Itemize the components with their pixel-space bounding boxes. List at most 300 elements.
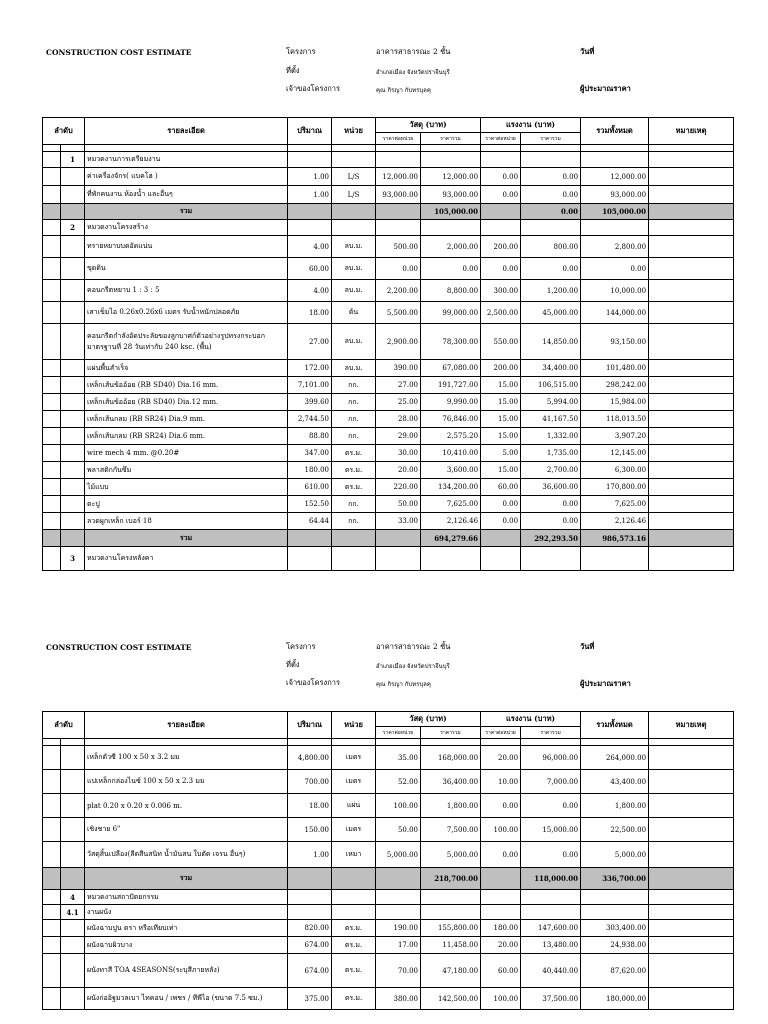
project-value: อาคารสาธารณะ 2 ชั้น <box>376 47 451 56</box>
item-labor-unit: 15.00 <box>481 394 521 411</box>
col-labor-unit-price: ราคาต่อหน่วย <box>481 133 521 145</box>
item-unit: กก. <box>332 428 376 445</box>
section-title: งานผนัง <box>85 905 288 920</box>
item-unit: เหมา <box>332 842 376 868</box>
item-total: 87,620.00 <box>581 954 649 988</box>
item-unit: กก. <box>332 377 376 394</box>
item-total: 298,242.00 <box>581 377 649 394</box>
item-desc: เหล็กตัวซี 100 x 50 x 3.2 มม <box>85 746 288 770</box>
item-desc: ค่าเครื่องจักร( แบคโฮ ) <box>85 168 288 186</box>
item-unit: ลบ.ม. <box>332 280 376 302</box>
subtotal-labor: 118,000.00 <box>521 868 581 890</box>
col-material-unit-price: ราคาต่อหน่วย <box>376 133 421 145</box>
item-desc: plat 0.20 x 0.20 x 0.006 m. <box>85 794 288 818</box>
item-material-price: 9,990.00 <box>421 394 481 411</box>
item-labor-unit: 5.00 <box>481 445 521 462</box>
item-labor-unit: 15.00 <box>481 377 521 394</box>
item-qty: 2,744.50 <box>288 411 332 428</box>
col-unit: หน่วย <box>332 712 376 739</box>
item-total: 22,500.00 <box>581 818 649 842</box>
table-row <box>43 411 734 428</box>
subtotal-label: รวม <box>85 868 288 890</box>
item-desc: เหล็กเส้นข้ออ้อย (RB SD40) Dia.12 mm. <box>85 394 288 411</box>
item-labor-price: 45,000.00 <box>521 302 581 324</box>
item-labor-price: 0.00 <box>521 258 581 280</box>
item-total: 24,938.00 <box>581 937 649 954</box>
item-desc: เสาเข็มไอ 0.26x0.26x6 เมตร รับน้ำหนักปลอดภัย <box>85 302 288 324</box>
item-material-price: 155,800.00 <box>421 920 481 937</box>
table-row <box>43 513 734 530</box>
subtotal-material: 218,700.00 <box>421 868 481 890</box>
item-labor-unit: 180.00 <box>481 920 521 937</box>
item-material-price: 2,000.00 <box>421 236 481 258</box>
table-row <box>43 445 734 462</box>
item-desc: แผ่นพื้นสำเร็จ <box>85 360 288 377</box>
col-material: วัสดุ (บาท) <box>376 118 481 133</box>
item-labor-unit: 15.00 <box>481 462 521 479</box>
item-desc <box>85 324 288 360</box>
item-desc: เหล็กเส้นกลม (RB SR24) Dia.6 mm. <box>85 428 288 445</box>
item-labor-unit: 0.00 <box>481 186 521 204</box>
item-labor-unit: 15.00 <box>481 428 521 445</box>
section-row <box>43 890 734 905</box>
col-note: หมายเหตุ <box>649 118 734 145</box>
item-desc: ผนังฉาบผิวบาง <box>85 937 288 954</box>
item-qty: 399.60 <box>288 394 332 411</box>
item-labor-price: 1,735.00 <box>521 445 581 462</box>
item-material-price: 0.00 <box>421 258 481 280</box>
item-qty: 674.00 <box>288 937 332 954</box>
table-row <box>43 377 734 394</box>
col-material-price: ราคารวม <box>421 727 481 739</box>
item-material-unit: 17.00 <box>376 937 421 954</box>
table-row <box>43 988 734 1010</box>
location-value: อำเภอเมือง จังหวัดปราจีนบุรี <box>376 69 450 76</box>
owner-label-2: เจ้าของโครงการ <box>286 678 340 687</box>
item-material-price: 2,126.46 <box>421 513 481 530</box>
item-labor-price: 7,000.00 <box>521 770 581 794</box>
item-material-unit: 25.00 <box>376 394 421 411</box>
col-total: รวมทั้งหมด <box>581 712 649 739</box>
item-labor-unit: 100.00 <box>481 988 521 1010</box>
item-material-unit: 2,900.00 <box>376 324 421 360</box>
item-material-price: 5,000.00 <box>421 842 481 868</box>
item-qty: 64.44 <box>288 513 332 530</box>
item-labor-price: 0.00 <box>521 513 581 530</box>
item-material-unit: 20.00 <box>376 462 421 479</box>
item-material-price: 191,727.00 <box>421 377 481 394</box>
item-material-price: 47,180.00 <box>421 954 481 988</box>
item-qty: 180.00 <box>288 462 332 479</box>
date-label: วันที่ <box>580 47 595 56</box>
item-desc: คอนกรีตหยาบ 1 : 3 : 5 <box>85 280 288 302</box>
item-material-unit: 33.00 <box>376 513 421 530</box>
item-total: 170,800.00 <box>581 479 649 496</box>
item-total: 43,400.00 <box>581 770 649 794</box>
col-labor-unit-price: ราคาต่อหน่วย <box>481 727 521 739</box>
item-qty: 1.00 <box>288 168 332 186</box>
item-material-unit: 70.00 <box>376 954 421 988</box>
section-title: หมวดงานโครงหลังคา <box>85 547 288 571</box>
item-total: 3,907.20 <box>581 428 649 445</box>
item-unit: ลบ.ม. <box>332 324 376 360</box>
item-total: 12,145.00 <box>581 445 649 462</box>
table-row <box>43 937 734 954</box>
estimator-label: ผู้ประมาณราคา <box>580 84 631 93</box>
item-material-unit: 50.00 <box>376 818 421 842</box>
item-material-unit: 5,500.00 <box>376 302 421 324</box>
item-total: 2,800.00 <box>581 236 649 258</box>
item-total: 93,150.00 <box>581 324 649 360</box>
item-labor-price: 34,400.00 <box>521 360 581 377</box>
section-title: หมวดงานสถาปัตยกรรม <box>85 890 288 905</box>
item-unit: กก. <box>332 411 376 428</box>
item-labor-price: 0.00 <box>521 842 581 868</box>
col-note: หมายเหตุ <box>649 712 734 739</box>
item-qty: 700.00 <box>288 770 332 794</box>
item-material-price: 67,080.00 <box>421 360 481 377</box>
item-labor-price: 0.00 <box>521 496 581 513</box>
col-material-unit-price: ราคาต่อหน่วย <box>376 727 421 739</box>
location-label-2: ที่ตั้ง <box>286 660 300 669</box>
item-qty: 60.00 <box>288 258 332 280</box>
col-no: ลำดับ <box>43 712 85 739</box>
item-unit: เมตร <box>332 818 376 842</box>
item-labor-price: 147,600.00 <box>521 920 581 937</box>
item-material-unit: 29.00 <box>376 428 421 445</box>
item-unit: กก. <box>332 513 376 530</box>
item-labor-unit: 0.00 <box>481 168 521 186</box>
item-qty: 4.00 <box>288 236 332 258</box>
table-row <box>43 394 734 411</box>
date-label-2: วันที่ <box>580 642 595 651</box>
item-total: 10,000.00 <box>581 280 649 302</box>
item-labor-price: 14,850.00 <box>521 324 581 360</box>
item-material-price: 8,800.00 <box>421 280 481 302</box>
item-qty: 18.00 <box>288 794 332 818</box>
item-material-unit: 0.00 <box>376 258 421 280</box>
item-total: 7,625.00 <box>581 496 649 513</box>
subtotal-total: 336,700.00 <box>581 868 649 890</box>
table-row <box>43 496 734 513</box>
item-desc: ทรายหยาบบดอัดแน่น <box>85 236 288 258</box>
item-total: 144,000.00 <box>581 302 649 324</box>
item-material-unit: 2,200.00 <box>376 280 421 302</box>
item-desc: แปเหล็กกล่องไนซ์ 100 x 50 x 2.3 มม <box>85 770 288 794</box>
section-row <box>43 152 734 168</box>
table-row <box>43 168 734 186</box>
item-labor-unit: 20.00 <box>481 746 521 770</box>
subtotal-total: 986,573.16 <box>581 530 649 547</box>
item-labor-price: 0.00 <box>521 794 581 818</box>
section-no: 3 <box>61 547 85 571</box>
item-desc: พลาสติกกันซึม <box>85 462 288 479</box>
item-labor-unit: 60.00 <box>481 479 521 496</box>
subtotal-labor: 0.00 <box>521 204 581 220</box>
item-desc: ไม้แบบ <box>85 479 288 496</box>
section-row <box>43 905 734 920</box>
item-unit: L/S <box>332 186 376 204</box>
item-material-unit: 390.00 <box>376 360 421 377</box>
item-labor-unit: 0.00 <box>481 794 521 818</box>
table-row <box>43 770 734 794</box>
item-material-unit: 100.00 <box>376 794 421 818</box>
col-qty: ปริมาณ <box>288 118 332 145</box>
subtotal-label: รวม <box>85 530 288 547</box>
item-material-price: 7,500.00 <box>421 818 481 842</box>
item-labor-unit: 300.00 <box>481 280 521 302</box>
item-labor-price: 41,167.50 <box>521 411 581 428</box>
item-unit: เมตร <box>332 746 376 770</box>
table-row <box>43 954 734 988</box>
location-label: ที่ตั้ง <box>286 66 300 75</box>
item-qty: 27.00 <box>288 324 332 360</box>
item-material-price: 36,400.00 <box>421 770 481 794</box>
subtotal-labor: 292,293.50 <box>521 530 581 547</box>
item-total: 93,000.00 <box>581 186 649 204</box>
item-qty: 152.50 <box>288 496 332 513</box>
item-qty: 4,800.00 <box>288 746 332 770</box>
item-desc: ขุดดิน <box>85 258 288 280</box>
item-material-unit: 27.00 <box>376 377 421 394</box>
table-row <box>43 258 734 280</box>
subtotal-row <box>43 204 734 220</box>
item-desc: ผนังฉาบปูน ตรา หรือเทียบเท่า <box>85 920 288 937</box>
item-desc: ผนังทาสี TOA 4SEASONS(ระบุสีภายหลัง) <box>85 954 288 988</box>
item-qty: 820.00 <box>288 920 332 937</box>
table-row <box>43 920 734 937</box>
item-material-price: 12,000.00 <box>421 168 481 186</box>
subtotal-total: 105,000.00 <box>581 204 649 220</box>
item-material-unit: 500.00 <box>376 236 421 258</box>
item-desc: wire mech 4 mm. @0.20# <box>85 445 288 462</box>
item-labor-price: 40,440.00 <box>521 954 581 988</box>
item-labor-unit: 0.00 <box>481 513 521 530</box>
table-row <box>43 280 734 302</box>
col-labor-price: ราคารวม <box>521 133 581 145</box>
col-material-price: ราคารวม <box>421 133 481 145</box>
col-qty: ปริมาณ <box>288 712 332 739</box>
item-unit: ตร.ม. <box>332 920 376 937</box>
item-unit: ต้น <box>332 302 376 324</box>
item-qty: 18.00 <box>288 302 332 324</box>
item-qty: 1.00 <box>288 842 332 868</box>
item-qty: 7,101.00 <box>288 377 332 394</box>
item-material-price: 1,800.00 <box>421 794 481 818</box>
item-total: 12,000.00 <box>581 168 649 186</box>
item-desc-line-2: มาตรฐานที่ 28 วันเท่ากับ 240 ksc. (พื้น) <box>87 342 212 351</box>
col-desc: รายละเอียด <box>85 712 288 739</box>
item-labor-price: 5,994.00 <box>521 394 581 411</box>
item-total: 5,000.00 <box>581 842 649 868</box>
item-qty: 375.00 <box>288 988 332 1010</box>
item-labor-unit: 60.00 <box>481 954 521 988</box>
item-material-unit: 93,000.00 <box>376 186 421 204</box>
col-desc: รายละเอียด <box>85 118 288 145</box>
item-material-unit: 28.00 <box>376 411 421 428</box>
item-total: 180,000.00 <box>581 988 649 1010</box>
item-unit: ตร.ม. <box>332 445 376 462</box>
subtotal-label: รวม <box>85 204 288 220</box>
col-no: ลำดับ <box>43 118 85 145</box>
item-material-price: 76,846.00 <box>421 411 481 428</box>
item-unit: เมตร <box>332 770 376 794</box>
item-total: 6,300.00 <box>581 462 649 479</box>
item-labor-price: 800.00 <box>521 236 581 258</box>
item-desc-line-1: คอนกรีตกำลังอัดประลัยของลูกบาศก์ตัวอย่างรูปทรงกระบอก <box>87 331 265 340</box>
item-unit: แผ่น <box>332 794 376 818</box>
table-row <box>43 428 734 445</box>
item-unit: ลบ.ม. <box>332 258 376 280</box>
item-desc: ลวดผูกเหล็ก เบอร์ 18 <box>85 513 288 530</box>
table-row <box>43 746 734 770</box>
item-unit: ตร.ม. <box>332 954 376 988</box>
item-unit: กก. <box>332 496 376 513</box>
item-material-unit: 220.00 <box>376 479 421 496</box>
item-labor-price: 15,000.00 <box>521 818 581 842</box>
item-desc: เหล็กเส้นข้ออ้อย (RB SD40) Dia.16 mm. <box>85 377 288 394</box>
item-total: 264,000.00 <box>581 746 649 770</box>
subtotal-material: 694,279.66 <box>421 530 481 547</box>
item-total: 303,400.00 <box>581 920 649 937</box>
project-label: โครงการ <box>286 47 316 56</box>
item-total: 2,126.46 <box>581 513 649 530</box>
item-material-unit: 190.00 <box>376 920 421 937</box>
project-value-2: อาคารสาธารณะ 2 ชั้น <box>376 642 451 651</box>
item-desc: ตะปู <box>85 496 288 513</box>
item-labor-unit: 200.00 <box>481 360 521 377</box>
col-labor-price: ราคารวม <box>521 727 581 739</box>
section-title: หมวดงานการเตรียมงาน <box>85 152 288 168</box>
item-unit: L/S <box>332 168 376 186</box>
item-unit: ลบ.ม. <box>332 236 376 258</box>
item-material-price: 168,000.00 <box>421 746 481 770</box>
item-total: 118,013.50 <box>581 411 649 428</box>
item-material-unit: 380.00 <box>376 988 421 1010</box>
subtotal-row <box>43 530 734 547</box>
table-row <box>43 302 734 324</box>
table-row <box>43 324 734 360</box>
col-material: วัสดุ (บาท) <box>376 712 481 727</box>
item-unit: ตร.ม. <box>332 937 376 954</box>
item-labor-price: 96,000.00 <box>521 746 581 770</box>
item-labor-unit: 100.00 <box>481 818 521 842</box>
item-labor-unit: 0.00 <box>481 496 521 513</box>
item-labor-unit: 20.00 <box>481 937 521 954</box>
item-labor-price: 1,332.00 <box>521 428 581 445</box>
item-unit: ตร.ม. <box>332 988 376 1010</box>
item-qty: 172.00 <box>288 360 332 377</box>
item-labor-unit: 10.00 <box>481 770 521 794</box>
table-row <box>43 794 734 818</box>
item-total: 101,480.00 <box>581 360 649 377</box>
col-labor: แรงงาน (บาท) <box>481 712 581 727</box>
item-qty: 347.00 <box>288 445 332 462</box>
item-unit: ลบ.ม. <box>332 360 376 377</box>
item-material-unit: 5,000.00 <box>376 842 421 868</box>
owner-value-2: คุณ กิรญา กับทรบุลคุ <box>376 681 431 688</box>
report-title-2: CONSTRUCTION COST ESTIMATE <box>46 643 192 652</box>
item-unit: ตร.ม. <box>332 462 376 479</box>
item-desc: วัสดุสิ้นเปลือง(ลีดสีนสนิท น้ำมันสน ใบตัด เจรน อื่นๆ) <box>85 842 288 868</box>
item-total: 0.00 <box>581 258 649 280</box>
item-qty: 4.00 <box>288 280 332 302</box>
owner-label: เจ้าของโครงการ <box>286 84 340 93</box>
item-labor-unit: 2,500.00 <box>481 302 521 324</box>
section-title: หมวดงานโครงสร้าง <box>85 220 288 236</box>
item-labor-unit: 0.00 <box>481 842 521 868</box>
item-labor-price: 13,480.00 <box>521 937 581 954</box>
subtotal-material: 105,000.00 <box>421 204 481 220</box>
item-desc: เชิงชาย 6" <box>85 818 288 842</box>
cost-table-page-2 <box>42 711 734 1010</box>
item-labor-unit: 200.00 <box>481 236 521 258</box>
item-total: 1,800.00 <box>581 794 649 818</box>
report-title: CONSTRUCTION COST ESTIMATE <box>46 48 192 57</box>
section-row <box>43 547 734 571</box>
item-unit: ตร.ม. <box>332 479 376 496</box>
item-material-price: 78,300.00 <box>421 324 481 360</box>
item-labor-price: 0.00 <box>521 186 581 204</box>
item-material-price: 7,625.00 <box>421 496 481 513</box>
table-row <box>43 818 734 842</box>
item-labor-price: 37,500.00 <box>521 988 581 1010</box>
item-material-unit: 30.00 <box>376 445 421 462</box>
item-labor-price: 1,200.00 <box>521 280 581 302</box>
item-desc: เหล็กเส้นกลม (RB SR24) Dia.9 mm. <box>85 411 288 428</box>
item-material-unit: 52.00 <box>376 770 421 794</box>
item-material-price: 11,458.00 <box>421 937 481 954</box>
table-row <box>43 360 734 377</box>
section-no: 4 <box>61 890 85 905</box>
item-material-price: 3,600.00 <box>421 462 481 479</box>
item-labor-unit: 15.00 <box>481 411 521 428</box>
item-desc: ที่พักคนงาน ห้องน้ำ และอื่นๆ <box>85 186 288 204</box>
item-material-price: 93,000.00 <box>421 186 481 204</box>
col-unit: หน่วย <box>332 118 376 145</box>
item-labor-unit: 550.00 <box>481 324 521 360</box>
item-material-price: 99,000.00 <box>421 302 481 324</box>
item-total: 15,984.00 <box>581 394 649 411</box>
item-qty: 150.00 <box>288 818 332 842</box>
item-material-price: 134,200.00 <box>421 479 481 496</box>
item-material-price: 2,575.20 <box>421 428 481 445</box>
item-unit: กก. <box>332 394 376 411</box>
section-no: 2 <box>61 220 85 236</box>
item-material-price: 142,500.00 <box>421 988 481 1010</box>
item-labor-price: 0.00 <box>521 168 581 186</box>
table-row <box>43 236 734 258</box>
cost-table-page-1 <box>42 117 734 571</box>
item-material-unit: 12,000.00 <box>376 168 421 186</box>
subtotal-row <box>43 868 734 890</box>
table-row <box>43 842 734 868</box>
item-qty: 88.80 <box>288 428 332 445</box>
estimator-label-2: ผู้ประมาณราคา <box>580 679 631 688</box>
owner-value: คุณ กิรญา กับทรบุลคุ <box>376 87 431 94</box>
item-labor-price: 36,600.00 <box>521 479 581 496</box>
item-labor-unit: 0.00 <box>481 258 521 280</box>
col-total: รวมทั้งหมด <box>581 118 649 145</box>
item-material-unit: 35.00 <box>376 746 421 770</box>
section-row <box>43 220 734 236</box>
item-qty: 1.00 <box>288 186 332 204</box>
item-desc: ผนังก่ออิฐมวลเบา ไทคอน / เพชร / ทีพีไอ (ขนาด 7.5 ซม.) <box>85 988 288 1010</box>
col-labor: แรงงาน (บาท) <box>481 118 581 133</box>
section-no: 1 <box>61 152 85 168</box>
item-labor-price: 2,700.00 <box>521 462 581 479</box>
location-value-2: อำเภอเมือง จังหวัดปราจีนบุรี <box>376 663 450 670</box>
